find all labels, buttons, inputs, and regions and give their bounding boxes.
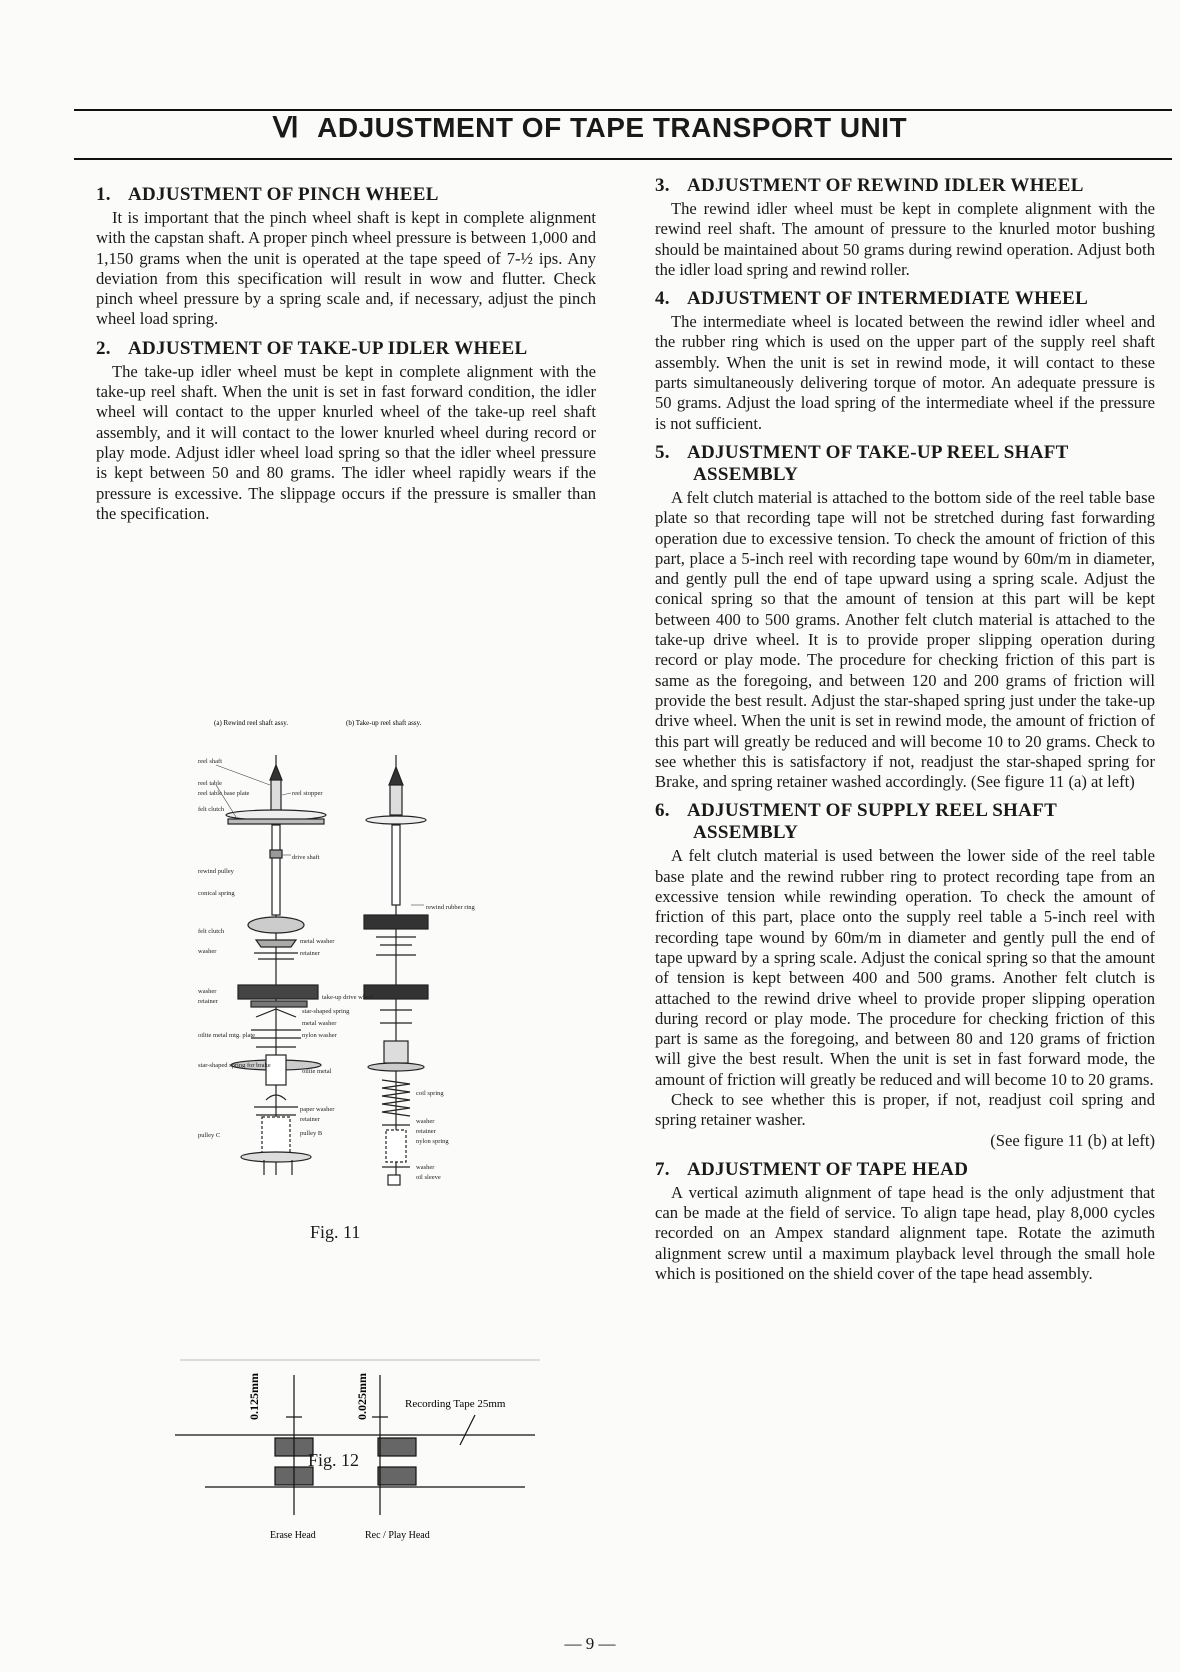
figure-11-diagram	[196, 719, 516, 1255]
svg-text:felt clutch: felt clutch	[198, 806, 225, 813]
svg-text:washer: washer	[416, 1164, 435, 1171]
heading-supply-reel-shaft: 6. ADJUSTMENT OF SUPPLY REEL SHAFT ASSEMBLY	[655, 800, 1058, 844]
right-column	[655, 175, 1155, 1292]
para-rewind-idler: The rewind idler wheel must be kept in complete alignment with the rewind reel shaft. The amount of pressure to the knurled motor bushing should be maintained about 50 grams during rewind operation. Adjust both the idler load spring and rewind roller.	[655, 199, 1155, 279]
figure-12-diagram	[180, 1375, 540, 1555]
heading-intermediate-wheel: 4. ADJUSTMENT OF INTERMEDIATE WHEEL	[655, 288, 1089, 310]
fig11-label-b: (b) Take-up reel shaft assy.	[346, 719, 422, 727]
svg-text:oilite metal mtg. plate: oilite metal mtg. plate	[198, 1032, 256, 1039]
page-title	[0, 111, 1180, 145]
svg-text:washer: washer	[198, 948, 217, 955]
svg-text:pulley C: pulley C	[198, 1132, 221, 1139]
svg-text:felt clutch: felt clutch	[198, 928, 225, 935]
para-intermediate-wheel: The intermediate wheel is located between the rewind idler wheel and the rubber ring which is used on the upper part of the supply reel shaft assembly. When the unit is set in rewind mode, it will contact to these parts simultaneously delivering torque of motor. An adequate pressure is 50 grams. Adjust the load spring of the intermediate wheel if the pressure is not sufficient.	[655, 312, 1155, 433]
para-take-up-idler: The take-up idler wheel must be kept in complete alignment with the take-up reel shaft. When the unit is set in fast forward condition, the idler wheel will contact to the upper knurled wheel of the take-up reel shaft assembly, and it will contact to the lower knurled wheel during record or play mode. Adjust idler wheel load spring so that the idler wheel pressure is kept between 50 and 80 grams. The idler wheel rapidly wears if the pressure is excessive. The slippage occurs if the pressure is smaller than the specification.	[96, 361, 596, 523]
svg-text:reel table: reel table	[198, 780, 222, 787]
para-tape-head: A vertical azimuth alignment of tape head is the only adjustment that can be made at the field of service. To align tape head, play 8,000 cycles recorded on an Ampex standard alignment tape. Rotate the azimuth alignment screw until a maximum playback level through the small hole which is positioned on the shield cover of the tape head assembly.	[655, 1182, 1155, 1284]
para-take-up-reel-shaft: A felt clutch material is attached to the bottom side of the reel table base plate so that recording tape will not be stretched during fast forwarding operation due to excessive tension. To check the amount of friction of this part, place a 5-inch reel with recording tape wound by 60m/m in diameter, and gently pull the end of tape upward using a spring scale. Adjust the conical spring so that the amount of tension at this part will be kept between 400 to 500 grams. Another felt clutch material is attached to the take-up drive wheel. It is to provide proper slipping operation during record or play mode. The procedure for checking friction of this part is same as the foregoing, and between 120 and 200 grams of friction will provide the best result. Adjust the star-shaped spring just under the take-up drive wheel. When the unit is set in rewind mode, the amount of friction of this part will greatly be reduced and will become 10 to 20 grams. Check to see whether this is satisfactory if not, readjust the star-shaped spring for Brake, and spring retainer washed accordingly. (See figure 11 (a) at left)	[655, 487, 1155, 792]
figure-11b-reference: (See figure 11 (b) at left)	[990, 1130, 1155, 1150]
svg-text:reel table base plate: reel table base plate	[198, 790, 250, 797]
para-pinch-wheel: It is important that the pinch wheel shaft is kept in complete alignment with the capstan shaft. A proper pinch wheel pressure is between 1,000 and 1,150 grams when the unit is operated at the tape speed of 7-½ ips. Any deviation from this specification will result in wow and flutter. Check pinch wheel pressure by a spring scale and, if necessary, adjust the pinch wheel load spring.	[96, 208, 596, 329]
fig12-caption: Fig. 12	[308, 1450, 360, 1470]
svg-text:take-up drive wheel: take-up drive wheel	[322, 994, 374, 1001]
heading-pinch-wheel: 1. ADJUSTMENT OF PINCH WHEEL	[96, 184, 439, 205]
fig12-tape-label: Recording Tape 25mm	[405, 1398, 506, 1410]
svg-text:retainer: retainer	[300, 1116, 320, 1123]
svg-text:star-shaped spring for brake: star-shaped spring for brake	[198, 1062, 271, 1069]
section-title: ADJUSTMENT OF TAPE TRANSPORT UNIT	[317, 112, 908, 143]
heading-take-up-idler: 2. ADJUSTMENT OF TAKE-UP IDLER WHEEL	[96, 337, 528, 359]
svg-text:conical spring: conical spring	[198, 890, 235, 897]
para-supply-reel-shaft: A felt clutch material is used between the lower side of the reel table base plate and the rewind rubber ring to protect recording tape from an excessive tension while rewinding operation. To check the amount of friction of this part, place onto the supply reel table a 5-inch reel with recording tape wound by 60m/m in diameter and gently pull the end of tape upward by a spring scale. Adjust the conical spring so that the amount of tension is kept between 400 and 500 grams. Another felt clutch is attached to the rewind drive wheel to provide proper slipping operation during record or play mode. The procedure for checking friction of this part is same as the foregoing, and between 80 and 120 grams of friction will give the best result. When the unit is set in fast forward mode, the amount of friction will greatly be reduced and will become 10 to 20 grams.	[655, 846, 1155, 1089]
para-supply-reel-shaft-check: Check to see whether this is proper, if not, readjust coil spring and spring retainer washer.	[655, 1089, 1155, 1130]
fig12-dim2: 0.025mm	[355, 1373, 369, 1420]
page-number: — 9 —	[564, 1634, 616, 1653]
header-rule-bottom	[74, 158, 1172, 160]
fig12-erase-label: Erase Head	[270, 1530, 316, 1541]
svg-text:retainer: retainer	[416, 1128, 436, 1135]
head-diagram	[170, 1355, 540, 1371]
fig12-dim1: 0.125mm	[247, 1373, 261, 1420]
svg-text:oil sleeve: oil sleeve	[416, 1174, 441, 1181]
svg-text:star-shaped spring: star-shaped spring	[302, 1008, 350, 1015]
heading-tape-head: 7. ADJUSTMENT OF TAPE HEAD	[655, 1158, 969, 1180]
svg-text:metal washer: metal washer	[302, 1020, 337, 1027]
svg-text:washer: washer	[198, 988, 217, 995]
svg-text:nylon spring: nylon spring	[416, 1138, 449, 1145]
svg-text:reel stopper: reel stopper	[292, 790, 323, 797]
svg-text:rewind rubber ring: rewind rubber ring	[426, 904, 475, 911]
svg-text:metal washer: metal washer	[300, 938, 335, 945]
left-column	[96, 184, 596, 532]
section-number: Ⅵ	[272, 113, 300, 144]
svg-text:drive shaft: drive shaft	[292, 854, 320, 861]
fig11-caption: Fig. 11	[310, 1222, 361, 1242]
svg-text:pulley B: pulley B	[300, 1130, 323, 1137]
heading-take-up-reel-shaft: 5. ADJUSTMENT OF TAKE-UP REEL SHAFT ASSEMBLY	[655, 441, 1069, 485]
heading-rewind-idler: 3. ADJUSTMENT OF REWIND IDLER WHEEL	[655, 175, 1084, 196]
tape-path	[170, 1355, 180, 1370]
svg-text:paper washer: paper washer	[300, 1106, 335, 1113]
svg-text:nylon washer: nylon washer	[302, 1032, 337, 1039]
svg-text:washer: washer	[416, 1118, 435, 1125]
svg-text:reel shaft: reel shaft	[198, 758, 223, 765]
svg-text:coil spring: coil spring	[416, 1090, 444, 1097]
svg-text:retainer: retainer	[300, 950, 320, 957]
svg-text:retainer: retainer	[198, 998, 218, 1005]
svg-text:oilite metal: oilite metal	[302, 1068, 332, 1075]
fig12-recplay-label: Rec / Play Head	[365, 1530, 430, 1541]
fig11-label-a: (a) Rewind reel shaft assy.	[214, 719, 288, 727]
svg-text:rewind pulley: rewind pulley	[198, 868, 234, 875]
